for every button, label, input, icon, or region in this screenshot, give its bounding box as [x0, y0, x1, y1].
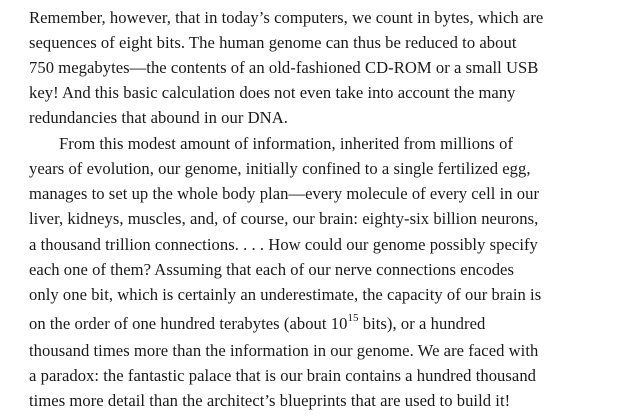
- exponent-line-after: bits), or a hundred: [358, 314, 486, 333]
- text-line: manages to set up the whole body plan—every molecule of every cell in our: [29, 184, 540, 203]
- text-line: years of evolution, our genome, initially confined to a single fertilized egg,: [29, 159, 531, 178]
- text-line: only one bit, which is certainly an underestimate, the capacity of our brain is: [29, 285, 542, 304]
- paragraph-first-line: From this modest amount of information, inherited from millions of: [59, 134, 514, 153]
- text-line: a thousand trillion connections. . . . How could our genome possibly specify: [29, 235, 538, 254]
- superscript-exponent: 15: [347, 312, 359, 325]
- text-line: times more detail than the architect’s blueprints that are used to build it!: [29, 391, 511, 410]
- text-line: 750 megabytes—the contents of an old-fashioned CD-ROM or a small USB: [29, 58, 539, 77]
- text-line: Remember, however, that in today’s computers, we count in bytes, which are: [29, 8, 544, 27]
- text-line: each one of them? Assuming that each of our nerve connections encodes: [29, 260, 514, 279]
- text-line: sequences of eight bits. The human genome can thus be reduced to about: [29, 33, 517, 52]
- text-line: liver, kidneys, muscles, and, of course, our brain: eighty-six billion neurons,: [29, 209, 539, 228]
- exponent-line-before: on the order of one hundred terabytes (about 10: [29, 314, 348, 333]
- text-line: a paradox: the fantastic palace that is our brain contains a hundred thousand: [29, 366, 537, 385]
- text-line-with-exponent: [29, 314, 485, 334]
- text-line: redundancies that abound in our DNA.: [29, 108, 288, 127]
- text-line: thousand times more than the information in our genome. We are faced with: [29, 341, 539, 360]
- text-line: key! And this basic calculation does not even take into account the many: [29, 83, 516, 102]
